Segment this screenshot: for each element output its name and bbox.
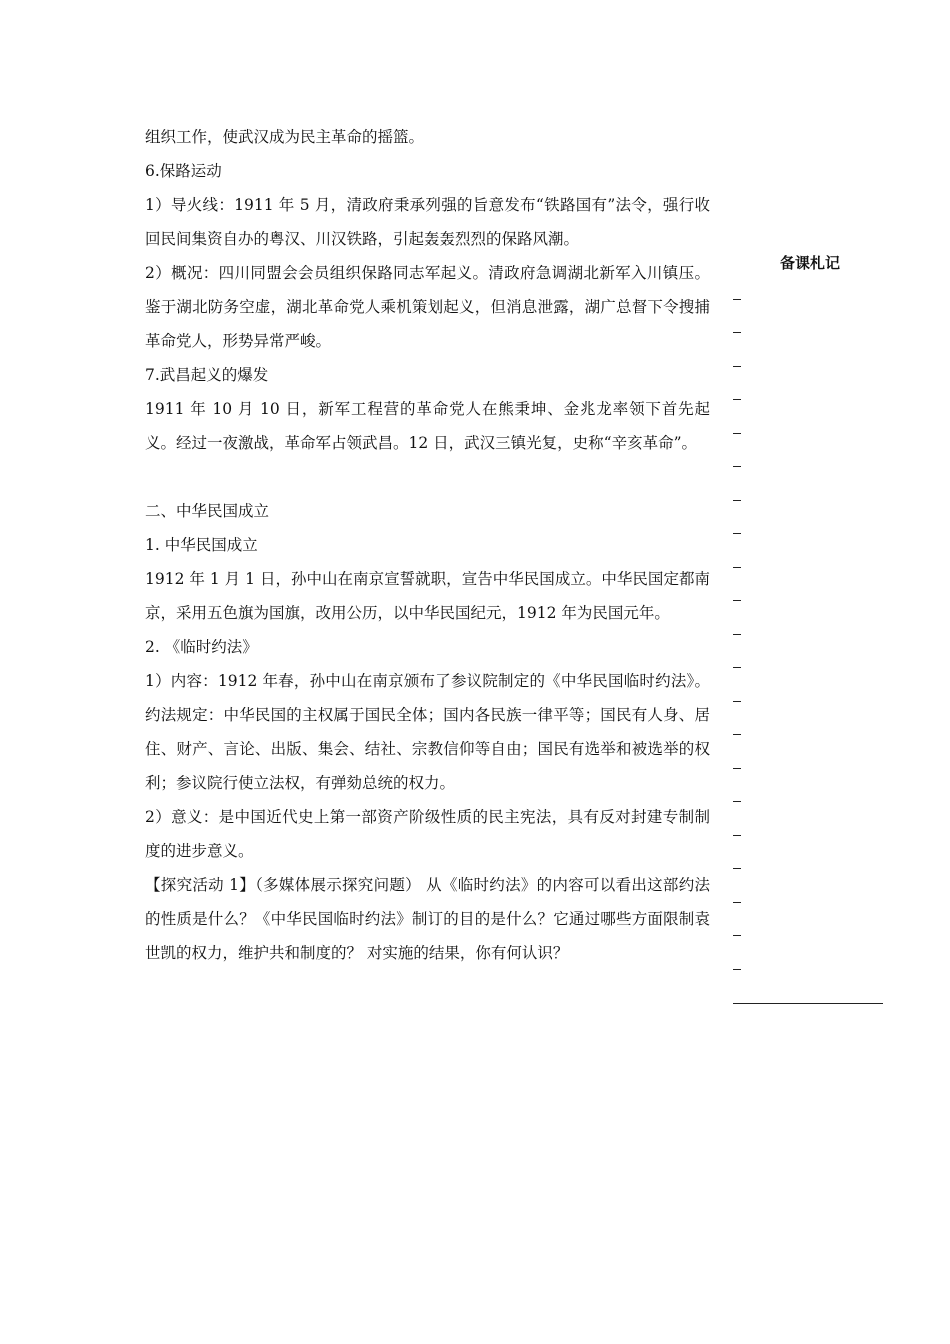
paragraph-yuefa-yiyi: 2）意义：是中国近代史上第一部资产阶级性质的民主宪法，具有反对封建专制制度的进步意义。 <box>145 808 710 860</box>
sidebar-note-line <box>733 466 741 467</box>
paragraph-wuchang-qiyi: 1911 年 10 月 10 日，新军工程营的革命党人在熊秉坤、金兆龙率领下首先起义。经过一夜激战，革命军占领武昌。12 日，武汉三镇光复，史称“辛亥革命”。 <box>145 400 710 452</box>
sidebar-note-line <box>733 734 741 735</box>
sidebar-note-line <box>733 801 741 802</box>
paragraph-daohuoxian: 1）导火线：1911 年 5 月，清政府秉承列强的旨意发布“铁路国有”法令，强行收回民间集资自办的粤汉、川汉铁路，引起轰轰烈烈的保路风潮。 <box>145 196 710 248</box>
paragraph-yuefa-neirong: 1）内容：1912 年春，孙中山在南京颁布了参议院制定的《中华民国临时约法》。约法规定：中华民国的主权属于国民全体；国内各民族一律平等；国民有人身、居住、财产、言论、出版、集会、结社、宗教信仰等自由；国民有选举和被选举的权利；参议院行使立法权，有弹劾总统的权力。 <box>145 672 710 792</box>
sidebar-bottom-rule <box>733 1003 883 1004</box>
sidebar-note-line <box>733 433 741 434</box>
sidebar-note-line <box>733 399 741 400</box>
heading-minguo-chengli: 1. 中华民国成立 <box>145 536 258 554</box>
sidebar-note-line <box>733 667 741 668</box>
heading-linshi-yuefa: 2. 《临时约法》 <box>145 638 258 656</box>
paragraph-tanjiu-huodong: 【探究活动 1】（多媒体展示探究问题） 从《临时约法》的内容可以看出这部约法的性质是什么？《中华民国临时约法》制订的目的是什么？它通过哪些方面限制袁世凯的权力，维护共和制度的？ 对实施的结果，你有何认识？ <box>145 876 710 962</box>
sidebar-note-line <box>733 533 741 534</box>
sidebar-note-line <box>733 902 741 903</box>
sidebar-note-line <box>733 835 741 836</box>
main-text-column <box>145 120 710 970</box>
section-heading-zhonghua-minguo: 二、中华民国成立 <box>145 502 270 520</box>
sidebar-note-line <box>733 768 741 769</box>
sidebar-note-line <box>733 868 741 869</box>
sidebar-note-line <box>733 935 741 936</box>
heading-baolu-yundong: 6.保路运动 <box>145 162 222 180</box>
sidebar-note-line <box>733 634 741 635</box>
sidebar-note-line <box>733 366 741 367</box>
heading-wuchang-qiyi: 7.武昌起义的爆发 <box>145 366 269 384</box>
sidebar-note-line <box>733 299 741 300</box>
blank-line <box>145 460 710 494</box>
sidebar-note-line <box>733 500 741 501</box>
paragraph-continuation: 组织工作，使武汉成为民主革命的摇篮。 <box>145 128 425 146</box>
sidebar-note-line <box>733 567 741 568</box>
paragraph-minguo-chengli: 1912 年 1 月 1 日，孙中山在南京宣誓就职，宣告中华民国成立。中华民国定都南京，采用五色旗为国旗，改用公历，以中华民国纪元，1912 年为民国元年。 <box>145 570 710 622</box>
sidebar-note-line <box>733 600 741 601</box>
sidebar-title: 备课札记 <box>780 254 841 272</box>
sidebar-note-line <box>733 332 741 333</box>
sidebar-note-line <box>733 701 741 702</box>
paragraph-gaikuang: 2）概况：四川同盟会会员组织保路同志军起义。清政府急调湖北新军入川镇压。鉴于湖北防务空虚，湖北革命党人乘机策划起义，但消息泄露，湖广总督下令搜捕革命党人，形势异常严峻。 <box>145 264 710 350</box>
sidebar-note-line <box>733 969 741 970</box>
